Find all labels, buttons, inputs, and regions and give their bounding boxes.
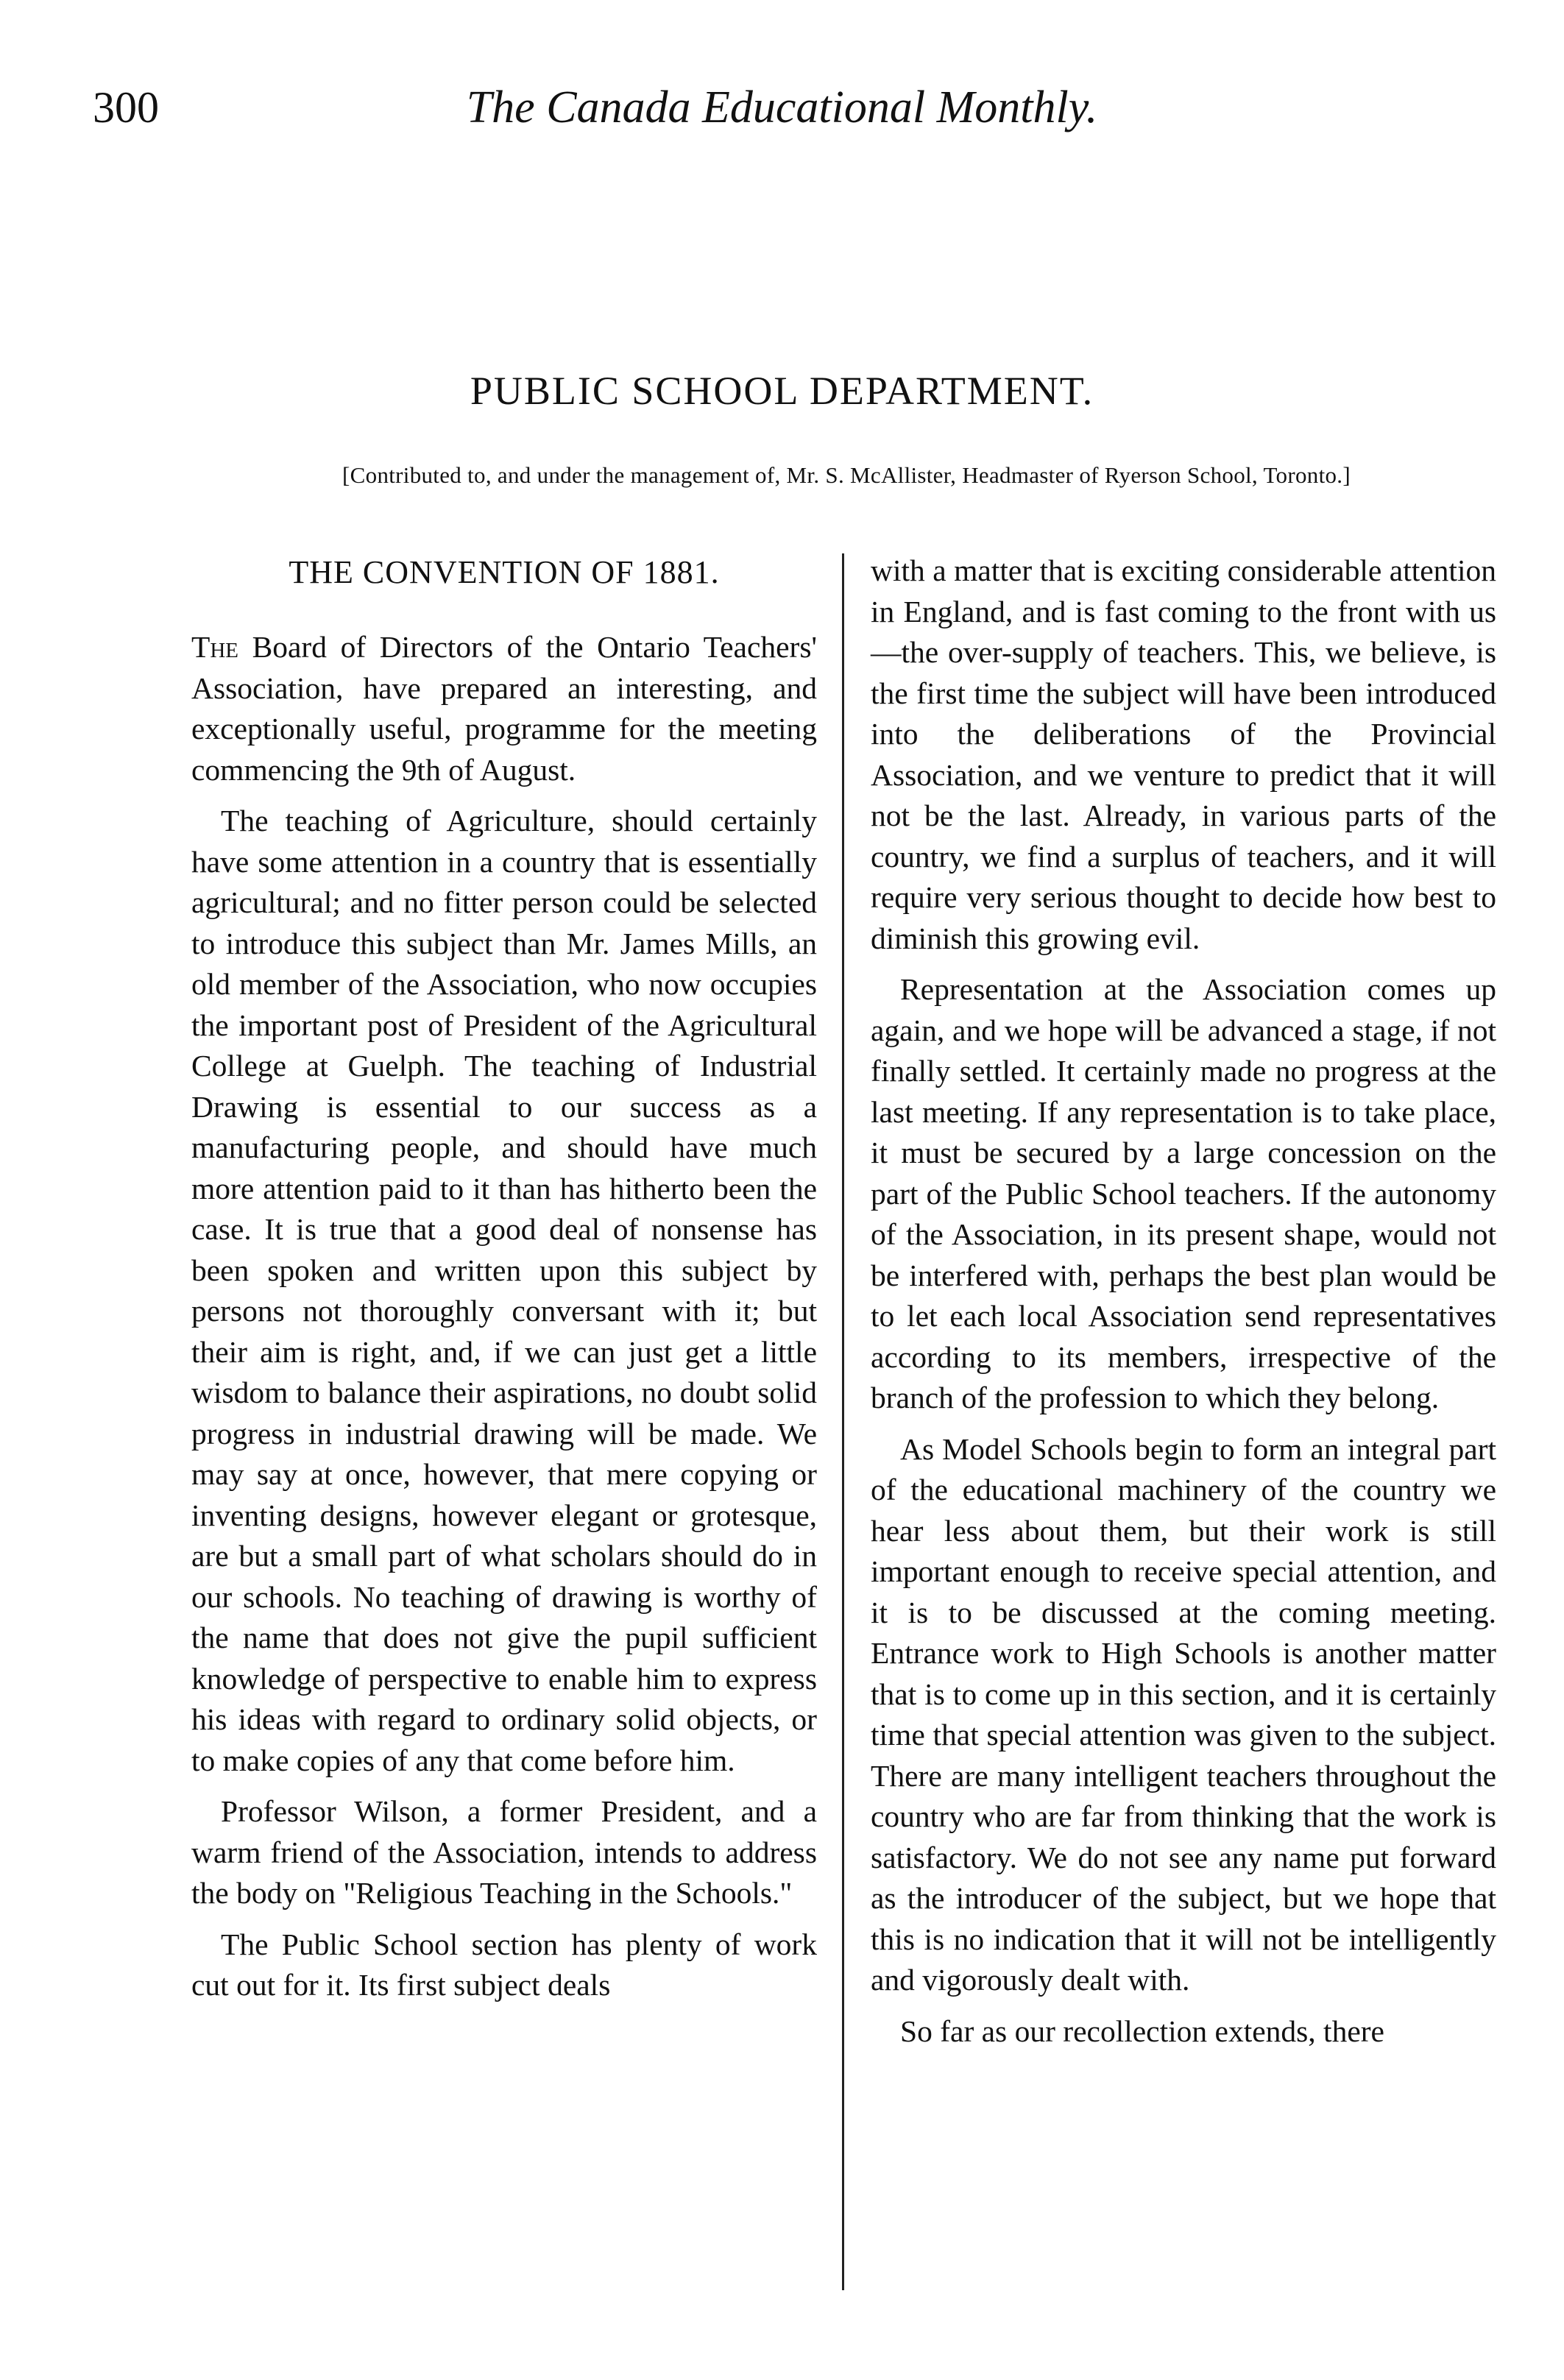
paragraph-1-text: Board of Directors of the Ontario Teachers' Association, have prepared an interesting, and exceptionally useful, programme for the meeting commencing the 9th of August. — [191, 630, 817, 787]
left-column — [191, 550, 817, 2016]
paragraph-4: The Public School section has plenty of work cut out for it. Its first subject deals — [191, 1927, 817, 2002]
paragraph-3: Professor Wilson, a former President, and a warm friend of the Association, intends to address the body on "Religious Teaching in the Schools." — [191, 1794, 817, 1910]
paragraph-1 — [191, 627, 817, 790]
paragraph-5: with a matter that is exciting considerable attention in England, and is fast coming to the front with us—the over-supply of teachers. This, we believe, is the first time the subject will have been introduced into the deliberations of the Provincial Association, and we venture to predict that it will not be the last. Already, in various parts of the country, we find a surplus of teachers, and it will require very serious thought to decide how best to diminish this growing evil. — [871, 553, 1496, 955]
contributor-note: [Contributed to, and under the management of, Mr. S. McAllister, Headmaster of Ryerson School, Toronto.] — [342, 462, 1351, 488]
paragraph-6: Representation at the Association comes up again, and we hope will be advanced a stage, if not finally settled. It certainly made no progress at the last meeting. If any representation is to take place, it must be secured by a large concession on the part of the Public School teachers. If the autonomy of the Association, in its present shape, would not be interfered with, perhaps the best plan would be to let each local Association send representatives according to its members, irrespective of the branch of the profession to which they belong. — [871, 972, 1496, 1414]
journal-title: The Canada Educational Monthly. — [466, 82, 1098, 132]
paragraph-7: As Model Schools begin to form an integral part of the educational machinery of the country we hear less about them, but their work is still important enough to receive special attention, and it is to be discussed at the coming meeting. Entrance work to High Schools is another matter that is to come up in this section, and it is certainly time that special attention was given to the subject. There are many intelligent teachers throughout the country who are far from thinking that the work is satisfactory. We do not see any name put forward as the introducer of the subject, but we hope that this is no indication that it will not be intelligently and vigorously dealt with. — [871, 1431, 1496, 1997]
page-number: 300 — [93, 83, 159, 132]
running-head — [0, 78, 1564, 137]
column-divider — [842, 553, 844, 2290]
paragraph-2: The teaching of Agriculture, should certainly have some attention in a country that is essentially agricultural; and no fitter person could be selected to introduce this subject than Mr. James Mills, an old member of the Association, who now occupies the important post of President of the Agricultural College at Guelph. The teaching of Industrial Drawing is essential to our success as a manufacturing people, and should have much more attention paid to it than has hitherto been the case. It is true that a good deal of nonsense has been spoken and written upon this subject by persons not thoroughly conversant with it; but their aim is right, and, if we can just get a little wisdom to balance their aspirations, no doubt solid progress in industrial drawing will be made. We may say at once, however, that mere copying or inventing designs, however elegant or grotesque, are but a small part of what scholars should do in our schools. No teaching of drawing is worthy of the name that does not give the pupil sufficient knowledge of perspective to enable him to express his ideas with regard to ordinary solid objects, or to make copies of any that come before him. — [191, 804, 817, 1777]
department-title: PUBLIC SCHOOL DEPARTMENT. — [470, 369, 1094, 413]
paragraph-8: So far as our recollection extends, there — [900, 2014, 1384, 2048]
lead-word: The — [191, 630, 239, 664]
article-title: THE CONVENTION OF 1881. — [289, 554, 720, 590]
right-column — [871, 550, 1496, 2062]
